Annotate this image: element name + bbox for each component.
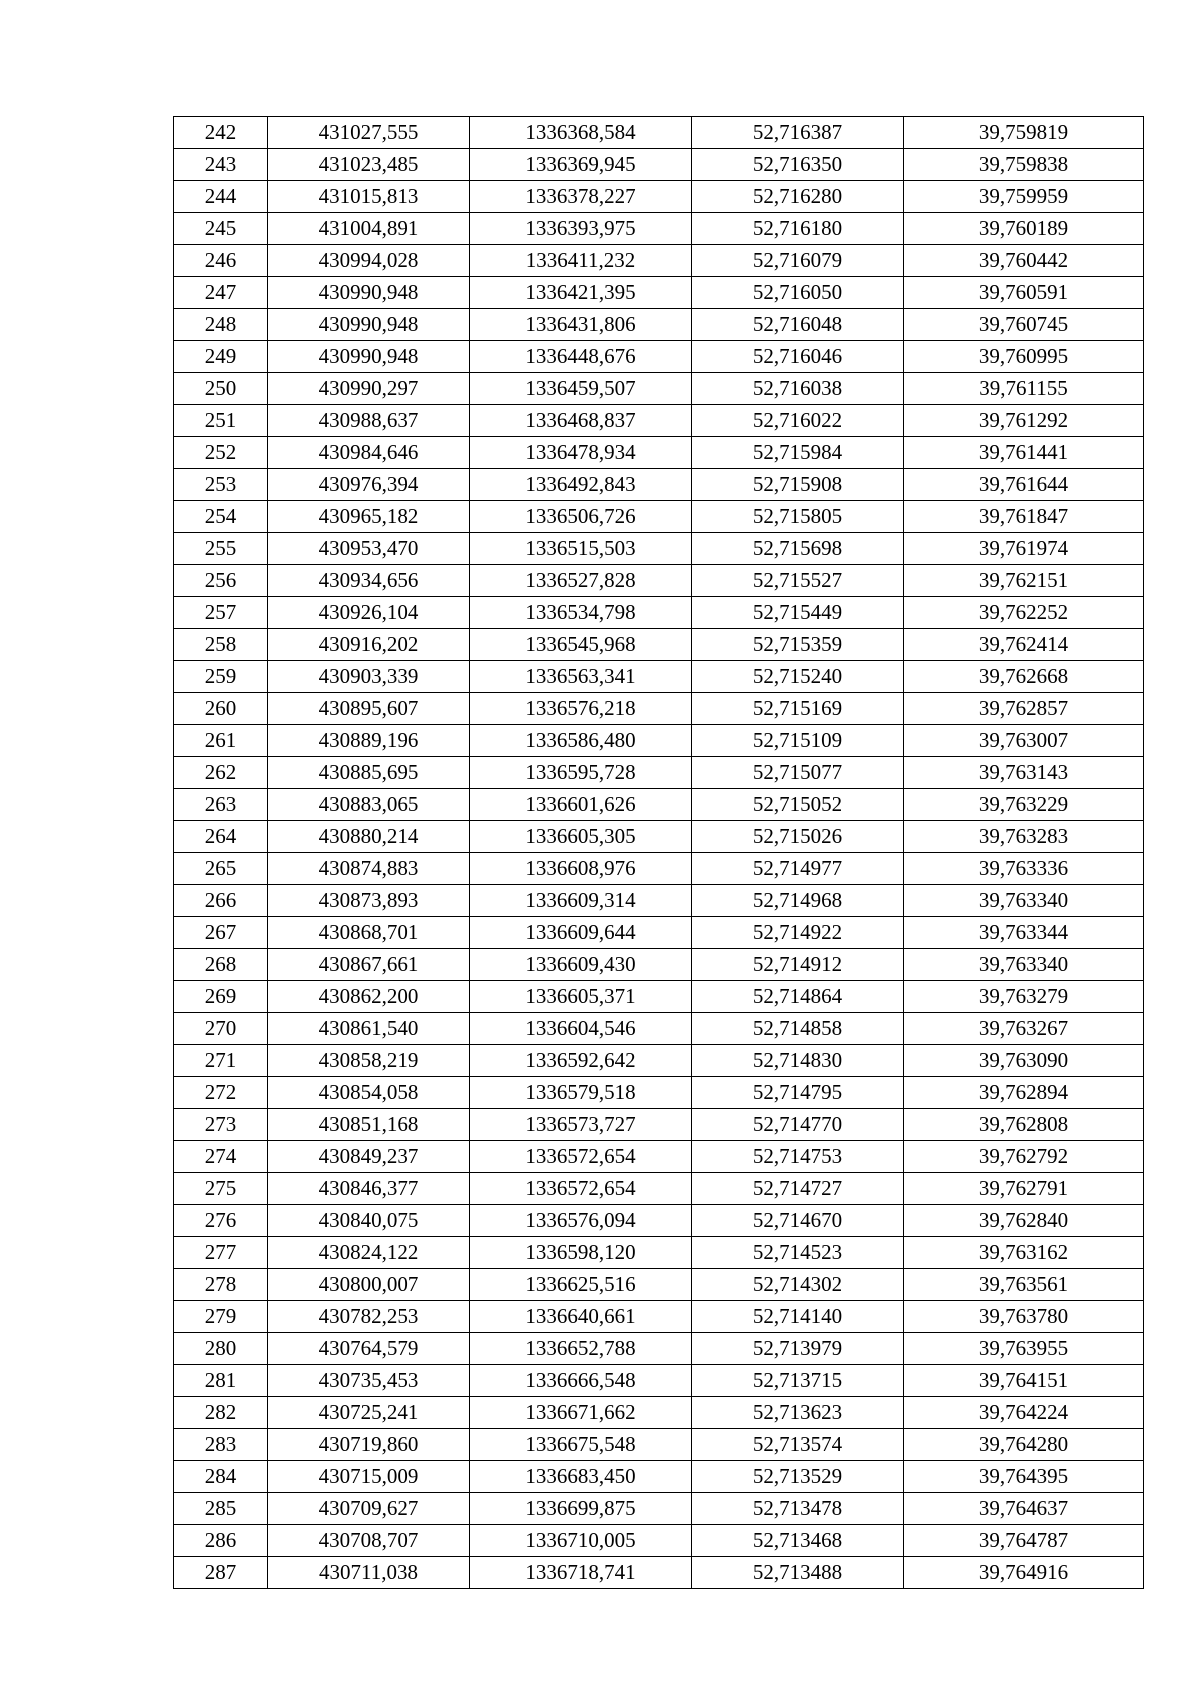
latitude-cell: 52,716022: [692, 405, 904, 437]
latitude-cell: 52,714523: [692, 1237, 904, 1269]
point-number-cell: 257: [174, 597, 268, 629]
point-number-cell: 256: [174, 565, 268, 597]
x-coordinate-cell: 431004,891: [268, 213, 470, 245]
latitude-cell: 52,715026: [692, 821, 904, 853]
table-row: [174, 1525, 1144, 1557]
y-coordinate-cell: 1336378,227: [470, 181, 692, 213]
table-row: [174, 1109, 1144, 1141]
longitude-cell: 39,763267: [904, 1013, 1144, 1045]
longitude-cell: 39,760591: [904, 277, 1144, 309]
y-coordinate-cell: 1336592,642: [470, 1045, 692, 1077]
y-coordinate-cell: 1336683,450: [470, 1461, 692, 1493]
latitude-cell: 52,716280: [692, 181, 904, 213]
y-coordinate-cell: 1336576,094: [470, 1205, 692, 1237]
point-number-cell: 278: [174, 1269, 268, 1301]
longitude-cell: 39,764224: [904, 1397, 1144, 1429]
longitude-cell: 39,763229: [904, 789, 1144, 821]
point-number-cell: 270: [174, 1013, 268, 1045]
table-row: [174, 1141, 1144, 1173]
table-row: [174, 1301, 1144, 1333]
latitude-cell: 52,714670: [692, 1205, 904, 1237]
table-row: [174, 1333, 1144, 1365]
point-number-cell: 274: [174, 1141, 268, 1173]
y-coordinate-cell: 1336652,788: [470, 1333, 692, 1365]
point-number-cell: 286: [174, 1525, 268, 1557]
x-coordinate-cell: 430715,009: [268, 1461, 470, 1493]
latitude-cell: 52,715359: [692, 629, 904, 661]
latitude-cell: 52,714140: [692, 1301, 904, 1333]
table-row: [174, 885, 1144, 917]
table-row: [174, 981, 1144, 1013]
y-coordinate-cell: 1336515,503: [470, 533, 692, 565]
latitude-cell: 52,716048: [692, 309, 904, 341]
y-coordinate-cell: 1336459,507: [470, 373, 692, 405]
longitude-cell: 39,763283: [904, 821, 1144, 853]
x-coordinate-cell: 430709,627: [268, 1493, 470, 1525]
point-number-cell: 277: [174, 1237, 268, 1269]
point-number-cell: 276: [174, 1205, 268, 1237]
x-coordinate-cell: 431023,485: [268, 149, 470, 181]
latitude-cell: 52,714753: [692, 1141, 904, 1173]
point-number-cell: 254: [174, 501, 268, 533]
point-number-cell: 260: [174, 693, 268, 725]
point-number-cell: 246: [174, 245, 268, 277]
x-coordinate-cell: 430903,339: [268, 661, 470, 693]
x-coordinate-cell: 430824,122: [268, 1237, 470, 1269]
table-row: [174, 949, 1144, 981]
y-coordinate-cell: 1336595,728: [470, 757, 692, 789]
point-number-cell: 261: [174, 725, 268, 757]
x-coordinate-cell: 430889,196: [268, 725, 470, 757]
point-number-cell: 275: [174, 1173, 268, 1205]
latitude-cell: 52,715169: [692, 693, 904, 725]
x-coordinate-cell: 430711,038: [268, 1557, 470, 1589]
longitude-cell: 39,763336: [904, 853, 1144, 885]
point-number-cell: 243: [174, 149, 268, 181]
x-coordinate-cell: 430719,860: [268, 1429, 470, 1461]
longitude-cell: 39,761441: [904, 437, 1144, 469]
latitude-cell: 52,714864: [692, 981, 904, 1013]
x-coordinate-cell: 430934,656: [268, 565, 470, 597]
x-coordinate-cell: 430990,948: [268, 277, 470, 309]
x-coordinate-cell: 430849,237: [268, 1141, 470, 1173]
x-coordinate-cell: 430840,075: [268, 1205, 470, 1237]
point-number-cell: 281: [174, 1365, 268, 1397]
y-coordinate-cell: 1336609,430: [470, 949, 692, 981]
y-coordinate-cell: 1336718,741: [470, 1557, 692, 1589]
y-coordinate-cell: 1336572,654: [470, 1173, 692, 1205]
table-row: [174, 117, 1144, 149]
table-row: [174, 277, 1144, 309]
longitude-cell: 39,762252: [904, 597, 1144, 629]
longitude-cell: 39,760745: [904, 309, 1144, 341]
latitude-cell: 52,715984: [692, 437, 904, 469]
longitude-cell: 39,760442: [904, 245, 1144, 277]
y-coordinate-cell: 1336506,726: [470, 501, 692, 533]
point-number-cell: 248: [174, 309, 268, 341]
x-coordinate-cell: 430854,058: [268, 1077, 470, 1109]
longitude-cell: 39,764637: [904, 1493, 1144, 1525]
longitude-cell: 39,764395: [904, 1461, 1144, 1493]
latitude-cell: 52,713488: [692, 1557, 904, 1589]
table-row: [174, 1077, 1144, 1109]
y-coordinate-cell: 1336605,305: [470, 821, 692, 853]
point-number-cell: 250: [174, 373, 268, 405]
x-coordinate-cell: 430735,453: [268, 1365, 470, 1397]
y-coordinate-cell: 1336468,837: [470, 405, 692, 437]
y-coordinate-cell: 1336369,945: [470, 149, 692, 181]
x-coordinate-cell: 430725,241: [268, 1397, 470, 1429]
latitude-cell: 52,714922: [692, 917, 904, 949]
point-number-cell: 266: [174, 885, 268, 917]
longitude-cell: 39,759838: [904, 149, 1144, 181]
latitude-cell: 52,713478: [692, 1493, 904, 1525]
longitude-cell: 39,763090: [904, 1045, 1144, 1077]
x-coordinate-cell: 430858,219: [268, 1045, 470, 1077]
point-number-cell: 285: [174, 1493, 268, 1525]
longitude-cell: 39,763007: [904, 725, 1144, 757]
table-row: [174, 181, 1144, 213]
y-coordinate-cell: 1336579,518: [470, 1077, 692, 1109]
y-coordinate-cell: 1336609,314: [470, 885, 692, 917]
table-row: [174, 1013, 1144, 1045]
x-coordinate-cell: 430885,695: [268, 757, 470, 789]
latitude-cell: 52,716079: [692, 245, 904, 277]
point-number-cell: 273: [174, 1109, 268, 1141]
table-row: [174, 1493, 1144, 1525]
x-coordinate-cell: 430990,297: [268, 373, 470, 405]
point-number-cell: 287: [174, 1557, 268, 1589]
y-coordinate-cell: 1336545,968: [470, 629, 692, 661]
coordinates-table: [173, 116, 1144, 1589]
latitude-cell: 52,714727: [692, 1173, 904, 1205]
x-coordinate-cell: 430990,948: [268, 309, 470, 341]
y-coordinate-cell: 1336608,976: [470, 853, 692, 885]
y-coordinate-cell: 1336573,727: [470, 1109, 692, 1141]
y-coordinate-cell: 1336421,395: [470, 277, 692, 309]
point-number-cell: 280: [174, 1333, 268, 1365]
point-number-cell: 284: [174, 1461, 268, 1493]
table-row: [174, 149, 1144, 181]
y-coordinate-cell: 1336534,798: [470, 597, 692, 629]
latitude-cell: 52,713574: [692, 1429, 904, 1461]
point-number-cell: 249: [174, 341, 268, 373]
table-row: [174, 661, 1144, 693]
latitude-cell: 52,715698: [692, 533, 904, 565]
point-number-cell: 269: [174, 981, 268, 1013]
x-coordinate-cell: 430782,253: [268, 1301, 470, 1333]
y-coordinate-cell: 1336492,843: [470, 469, 692, 501]
point-number-cell: 255: [174, 533, 268, 565]
x-coordinate-cell: 430895,607: [268, 693, 470, 725]
longitude-cell: 39,761155: [904, 373, 1144, 405]
point-number-cell: 244: [174, 181, 268, 213]
y-coordinate-cell: 1336640,661: [470, 1301, 692, 1333]
x-coordinate-cell: 430965,182: [268, 501, 470, 533]
point-number-cell: 268: [174, 949, 268, 981]
longitude-cell: 39,762808: [904, 1109, 1144, 1141]
point-number-cell: 272: [174, 1077, 268, 1109]
table-row: [174, 1429, 1144, 1461]
point-number-cell: 258: [174, 629, 268, 661]
y-coordinate-cell: 1336675,548: [470, 1429, 692, 1461]
y-coordinate-cell: 1336699,875: [470, 1493, 692, 1525]
point-number-cell: 245: [174, 213, 268, 245]
table-row: [174, 725, 1144, 757]
longitude-cell: 39,763780: [904, 1301, 1144, 1333]
point-number-cell: 262: [174, 757, 268, 789]
latitude-cell: 52,713529: [692, 1461, 904, 1493]
longitude-cell: 39,763344: [904, 917, 1144, 949]
point-number-cell: 242: [174, 117, 268, 149]
table-row: [174, 789, 1144, 821]
latitude-cell: 52,715240: [692, 661, 904, 693]
latitude-cell: 52,714977: [692, 853, 904, 885]
latitude-cell: 52,715449: [692, 597, 904, 629]
table-row: [174, 597, 1144, 629]
latitude-cell: 52,714858: [692, 1013, 904, 1045]
point-number-cell: 265: [174, 853, 268, 885]
table-row: [174, 1557, 1144, 1589]
longitude-cell: 39,762414: [904, 629, 1144, 661]
y-coordinate-cell: 1336601,626: [470, 789, 692, 821]
table-row: [174, 821, 1144, 853]
latitude-cell: 52,715052: [692, 789, 904, 821]
table-row: [174, 1045, 1144, 1077]
point-number-cell: 271: [174, 1045, 268, 1077]
longitude-cell: 39,762840: [904, 1205, 1144, 1237]
latitude-cell: 52,716046: [692, 341, 904, 373]
latitude-cell: 52,714912: [692, 949, 904, 981]
y-coordinate-cell: 1336431,806: [470, 309, 692, 341]
longitude-cell: 39,761644: [904, 469, 1144, 501]
longitude-cell: 39,760189: [904, 213, 1144, 245]
table-row: [174, 213, 1144, 245]
x-coordinate-cell: 430880,214: [268, 821, 470, 853]
y-coordinate-cell: 1336609,644: [470, 917, 692, 949]
latitude-cell: 52,716050: [692, 277, 904, 309]
x-coordinate-cell: 430800,007: [268, 1269, 470, 1301]
latitude-cell: 52,713468: [692, 1525, 904, 1557]
latitude-cell: 52,713623: [692, 1397, 904, 1429]
latitude-cell: 52,716180: [692, 213, 904, 245]
point-number-cell: 282: [174, 1397, 268, 1429]
longitude-cell: 39,761847: [904, 501, 1144, 533]
table-row: [174, 469, 1144, 501]
longitude-cell: 39,762791: [904, 1173, 1144, 1205]
longitude-cell: 39,759819: [904, 117, 1144, 149]
x-coordinate-cell: 430868,701: [268, 917, 470, 949]
table-row: [174, 1173, 1144, 1205]
y-coordinate-cell: 1336448,676: [470, 341, 692, 373]
longitude-cell: 39,762668: [904, 661, 1144, 693]
y-coordinate-cell: 1336576,218: [470, 693, 692, 725]
longitude-cell: 39,764151: [904, 1365, 1144, 1397]
table-row: [174, 693, 1144, 725]
latitude-cell: 52,715109: [692, 725, 904, 757]
point-number-cell: 247: [174, 277, 268, 309]
longitude-cell: 39,759959: [904, 181, 1144, 213]
table-row: [174, 757, 1144, 789]
latitude-cell: 52,714302: [692, 1269, 904, 1301]
x-coordinate-cell: 430861,540: [268, 1013, 470, 1045]
x-coordinate-cell: 430988,637: [268, 405, 470, 437]
table-row: [174, 1397, 1144, 1429]
point-number-cell: 252: [174, 437, 268, 469]
table-row: [174, 565, 1144, 597]
longitude-cell: 39,763279: [904, 981, 1144, 1013]
point-number-cell: 283: [174, 1429, 268, 1461]
table-row: [174, 1205, 1144, 1237]
table-row: [174, 501, 1144, 533]
longitude-cell: 39,762857: [904, 693, 1144, 725]
longitude-cell: 39,763955: [904, 1333, 1144, 1365]
y-coordinate-cell: 1336625,516: [470, 1269, 692, 1301]
longitude-cell: 39,764916: [904, 1557, 1144, 1589]
x-coordinate-cell: 430874,883: [268, 853, 470, 885]
point-number-cell: 279: [174, 1301, 268, 1333]
table-row: [174, 1269, 1144, 1301]
longitude-cell: 39,763340: [904, 949, 1144, 981]
y-coordinate-cell: 1336605,371: [470, 981, 692, 1013]
x-coordinate-cell: 430984,646: [268, 437, 470, 469]
latitude-cell: 52,716038: [692, 373, 904, 405]
x-coordinate-cell: 430916,202: [268, 629, 470, 661]
latitude-cell: 52,714968: [692, 885, 904, 917]
x-coordinate-cell: 430990,948: [268, 341, 470, 373]
longitude-cell: 39,763143: [904, 757, 1144, 789]
table-row: [174, 309, 1144, 341]
x-coordinate-cell: 430867,661: [268, 949, 470, 981]
table-row: [174, 245, 1144, 277]
table-row: [174, 373, 1144, 405]
longitude-cell: 39,764280: [904, 1429, 1144, 1461]
latitude-cell: 52,713979: [692, 1333, 904, 1365]
latitude-cell: 52,715527: [692, 565, 904, 597]
longitude-cell: 39,762894: [904, 1077, 1144, 1109]
x-coordinate-cell: 430976,394: [268, 469, 470, 501]
point-number-cell: 251: [174, 405, 268, 437]
latitude-cell: 52,714830: [692, 1045, 904, 1077]
longitude-cell: 39,763561: [904, 1269, 1144, 1301]
longitude-cell: 39,760995: [904, 341, 1144, 373]
y-coordinate-cell: 1336710,005: [470, 1525, 692, 1557]
table-row: [174, 917, 1144, 949]
latitude-cell: 52,714770: [692, 1109, 904, 1141]
x-coordinate-cell: 430851,168: [268, 1109, 470, 1141]
latitude-cell: 52,716350: [692, 149, 904, 181]
point-number-cell: 264: [174, 821, 268, 853]
x-coordinate-cell: 430764,579: [268, 1333, 470, 1365]
x-coordinate-cell: 431027,555: [268, 117, 470, 149]
longitude-cell: 39,764787: [904, 1525, 1144, 1557]
latitude-cell: 52,713715: [692, 1365, 904, 1397]
table-row: [174, 629, 1144, 661]
y-coordinate-cell: 1336666,548: [470, 1365, 692, 1397]
y-coordinate-cell: 1336411,232: [470, 245, 692, 277]
y-coordinate-cell: 1336604,546: [470, 1013, 692, 1045]
table-row: [174, 853, 1144, 885]
latitude-cell: 52,715908: [692, 469, 904, 501]
y-coordinate-cell: 1336368,584: [470, 117, 692, 149]
table-row: [174, 1365, 1144, 1397]
x-coordinate-cell: 430953,470: [268, 533, 470, 565]
x-coordinate-cell: 430994,028: [268, 245, 470, 277]
x-coordinate-cell: 430873,893: [268, 885, 470, 917]
longitude-cell: 39,762151: [904, 565, 1144, 597]
longitude-cell: 39,761974: [904, 533, 1144, 565]
y-coordinate-cell: 1336586,480: [470, 725, 692, 757]
x-coordinate-cell: 430862,200: [268, 981, 470, 1013]
y-coordinate-cell: 1336671,662: [470, 1397, 692, 1429]
y-coordinate-cell: 1336563,341: [470, 661, 692, 693]
coordinates-table-body: [174, 117, 1144, 1589]
table-row: [174, 405, 1144, 437]
y-coordinate-cell: 1336572,654: [470, 1141, 692, 1173]
longitude-cell: 39,763340: [904, 885, 1144, 917]
y-coordinate-cell: 1336527,828: [470, 565, 692, 597]
longitude-cell: 39,762792: [904, 1141, 1144, 1173]
point-number-cell: 263: [174, 789, 268, 821]
table-row: [174, 533, 1144, 565]
x-coordinate-cell: 430708,707: [268, 1525, 470, 1557]
y-coordinate-cell: 1336478,934: [470, 437, 692, 469]
x-coordinate-cell: 430883,065: [268, 789, 470, 821]
latitude-cell: 52,715805: [692, 501, 904, 533]
table-row: [174, 341, 1144, 373]
latitude-cell: 52,715077: [692, 757, 904, 789]
x-coordinate-cell: 431015,813: [268, 181, 470, 213]
point-number-cell: 259: [174, 661, 268, 693]
latitude-cell: 52,716387: [692, 117, 904, 149]
table-row: [174, 1237, 1144, 1269]
point-number-cell: 267: [174, 917, 268, 949]
longitude-cell: 39,763162: [904, 1237, 1144, 1269]
x-coordinate-cell: 430846,377: [268, 1173, 470, 1205]
table-row: [174, 437, 1144, 469]
y-coordinate-cell: 1336598,120: [470, 1237, 692, 1269]
y-coordinate-cell: 1336393,975: [470, 213, 692, 245]
x-coordinate-cell: 430926,104: [268, 597, 470, 629]
point-number-cell: 253: [174, 469, 268, 501]
longitude-cell: 39,761292: [904, 405, 1144, 437]
table-row: [174, 1461, 1144, 1493]
latitude-cell: 52,714795: [692, 1077, 904, 1109]
